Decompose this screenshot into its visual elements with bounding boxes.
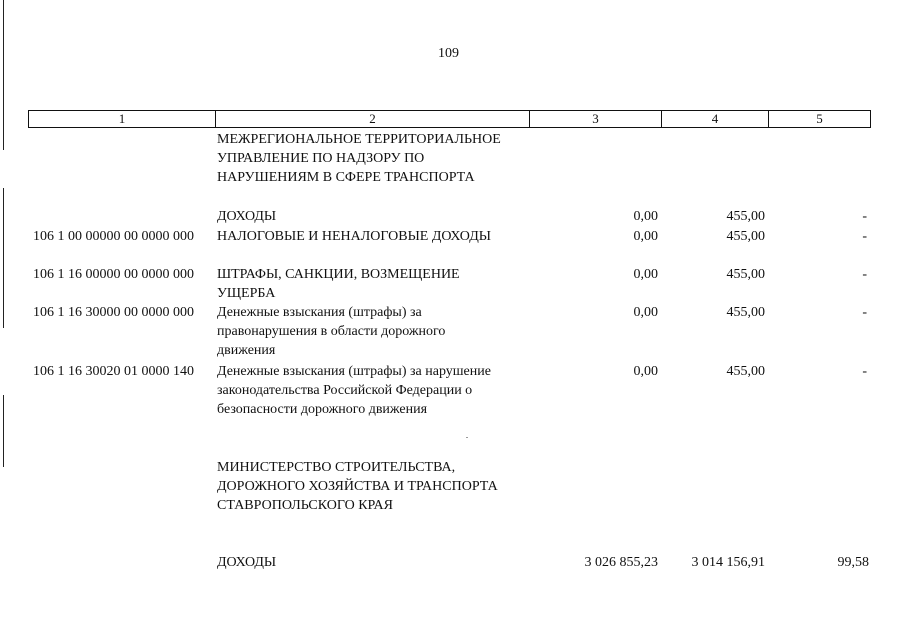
row-col5-value: 99,58 xyxy=(837,555,869,570)
row-col3-value: 0,00 xyxy=(633,229,658,244)
row-name-line: ШТРАФЫ, САНКЦИИ, ВОЗМЕЩЕНИЕ xyxy=(217,267,460,282)
row-col5-value: - xyxy=(862,267,867,282)
header-col-5: 5 xyxy=(768,110,871,128)
row-name-line: Денежные взыскания (штрафы) за xyxy=(217,305,422,320)
header-col-2: 2 xyxy=(215,110,530,128)
scan-edge-top xyxy=(3,0,4,150)
scan-edge-bottom xyxy=(3,395,4,467)
org-heading-line: НАРУШЕНИЯМ В СФЕРЕ ТРАНСПОРТА xyxy=(217,170,475,185)
org-heading-line: МИНИСТЕРСТВО СТРОИТЕЛЬСТВА, xyxy=(217,460,456,475)
table-header-row xyxy=(28,110,871,128)
row-name-line: ДОХОДЫ xyxy=(217,209,277,224)
scan-speck xyxy=(466,437,468,438)
header-col-1: 1 xyxy=(28,110,216,128)
row-col5-value: - xyxy=(862,305,867,320)
row-code: 106 1 16 30020 01 0000 140 xyxy=(33,364,194,379)
row-col4-value: 455,00 xyxy=(726,209,765,224)
row-name-line: НАЛОГОВЫЕ И НЕНАЛОГОВЫЕ ДОХОДЫ xyxy=(217,229,491,244)
row-col4-value: 455,00 xyxy=(726,267,765,282)
row-col5-value: - xyxy=(862,229,867,244)
org-heading-line: МЕЖРЕГИОНАЛЬНОЕ ТЕРРИТОРИАЛЬНОЕ xyxy=(217,132,501,147)
row-code: 106 1 16 00000 00 0000 000 xyxy=(33,267,194,282)
row-name-line: УЩЕРБА xyxy=(217,286,276,301)
row-col4-value: 455,00 xyxy=(726,305,765,320)
header-col-3: 3 xyxy=(529,110,662,128)
org-heading-line: ДОРОЖНОГО ХОЗЯЙСТВА И ТРАНСПОРТА xyxy=(217,479,498,494)
row-code: 106 1 16 30000 00 0000 000 xyxy=(33,305,194,320)
row-name-line: безопасности дорожного движения xyxy=(217,402,428,417)
row-name-line: правонарушения в области дорожного xyxy=(217,324,446,339)
row-col5-value: - xyxy=(862,364,867,379)
row-name-line: Денежные взыскания (штрафы) за нарушение xyxy=(217,364,491,379)
row-code: 106 1 00 00000 00 0000 000 xyxy=(33,229,194,244)
row-col5-value: - xyxy=(862,209,867,224)
row-col3-value: 0,00 xyxy=(633,267,658,282)
row-col3-value: 3 026 855,23 xyxy=(584,555,658,570)
row-col3-value: 0,00 xyxy=(633,364,658,379)
row-name-line: ДОХОДЫ xyxy=(217,555,277,570)
row-col4-value: 455,00 xyxy=(726,229,765,244)
row-col3-value: 0,00 xyxy=(633,305,658,320)
row-col4-value: 455,00 xyxy=(726,364,765,379)
row-col3-value: 0,00 xyxy=(633,209,658,224)
scan-edge-middle xyxy=(3,188,4,328)
row-col4-value: 3 014 156,91 xyxy=(691,555,765,570)
row-name-line: движения xyxy=(217,343,276,358)
org-heading-line: УПРАВЛЕНИЕ ПО НАДЗОРУ ПО xyxy=(217,151,425,166)
header-col-4: 4 xyxy=(661,110,769,128)
org-heading-line: СТАВРОПОЛЬСКОГО КРАЯ xyxy=(217,498,393,513)
row-name-line: законодательства Российской Федерации о xyxy=(217,383,473,398)
page-number: 109 xyxy=(438,46,459,61)
